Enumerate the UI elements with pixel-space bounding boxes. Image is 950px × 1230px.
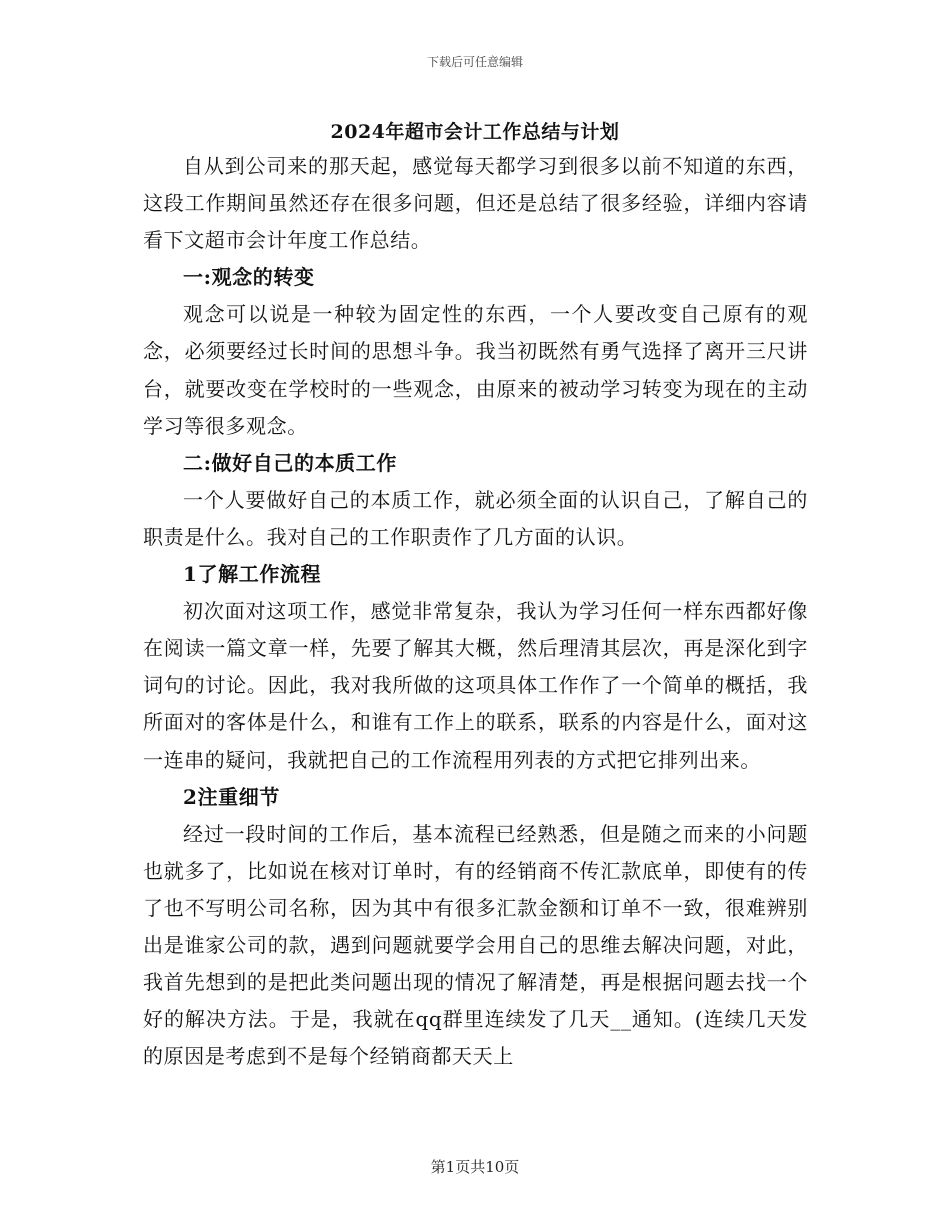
section-paragraph-3: 初次面对这项工作，感觉非常复杂，我认为学习任何一样东西都好像在阅读一篇文章一样，先要了解其大概，然后理清其层次，再是深化到字词句的讨论。因此，我对我所做的这项具体工作作了一个简单的概括，我所面对的客体是什么，和谁有工作上的联系，联系的内容是什么，面对这一连串的疑问，我就把自己的工作流程用列表的方式把它排列出来。 xyxy=(143,599,808,772)
document-body xyxy=(143,148,808,1075)
section-heading-4: 2注重细节 xyxy=(183,784,280,809)
intro-paragraph: 自从到公司来的那天起，感觉每天都学习到很多以前不知道的东西，这段工作期间虽然还存在很多问题，但还是总结了很多经验，详细内容请看下文超市会计年度工作总结。 xyxy=(143,154,808,253)
section-paragraph-2: 一个人要做好自己的本质工作，就必须全面的认识自己，了解自己的职责是什么。我对自己的工作职责作了几方面的认识。 xyxy=(143,487,808,549)
section-paragraph-4: 经过一段时间的工作后，基本流程已经熟悉，但是随之而来的小问题也就多了，比如说在核对订单时，有的经销商不传汇款底单，即使有的传了也不写明公司名称，因为其中有很多汇款金额和订单不一致，很难辨别出是谁家公司的款，遇到问题就要学会用自己的思维去解决问题，对此，我首先想到的是把此类问题出现的情况了解清楚，再是根据问题去找一个好的解决方法。于是，我就在qq群里连续发了几天__通知。(连续几天发的原因是考虑到不是每个经销商都天天上 xyxy=(143,821,808,1069)
section-heading-3: 1了解工作流程 xyxy=(183,562,322,587)
section-paragraph-1: 观念可以说是一种较为固定性的东西，一个人要改变自己原有的观念，必须要经过长时间的思想斗争。我当初既然有勇气选择了离开三尺讲台，就要改变在学校时的一些观念，由原来的被动学习转变为现在的主动学习等很多观念。 xyxy=(143,302,808,438)
document-title: 2024年超市会计工作总结与计划 xyxy=(330,121,620,143)
section-heading-2: 二:做好自己的本质工作 xyxy=(183,450,397,475)
section-heading-1: 一:观念的转变 xyxy=(183,265,315,290)
header-note: 下载后可任意编辑 xyxy=(426,55,523,69)
page-footer: 第1页共10页 xyxy=(430,1158,520,1176)
